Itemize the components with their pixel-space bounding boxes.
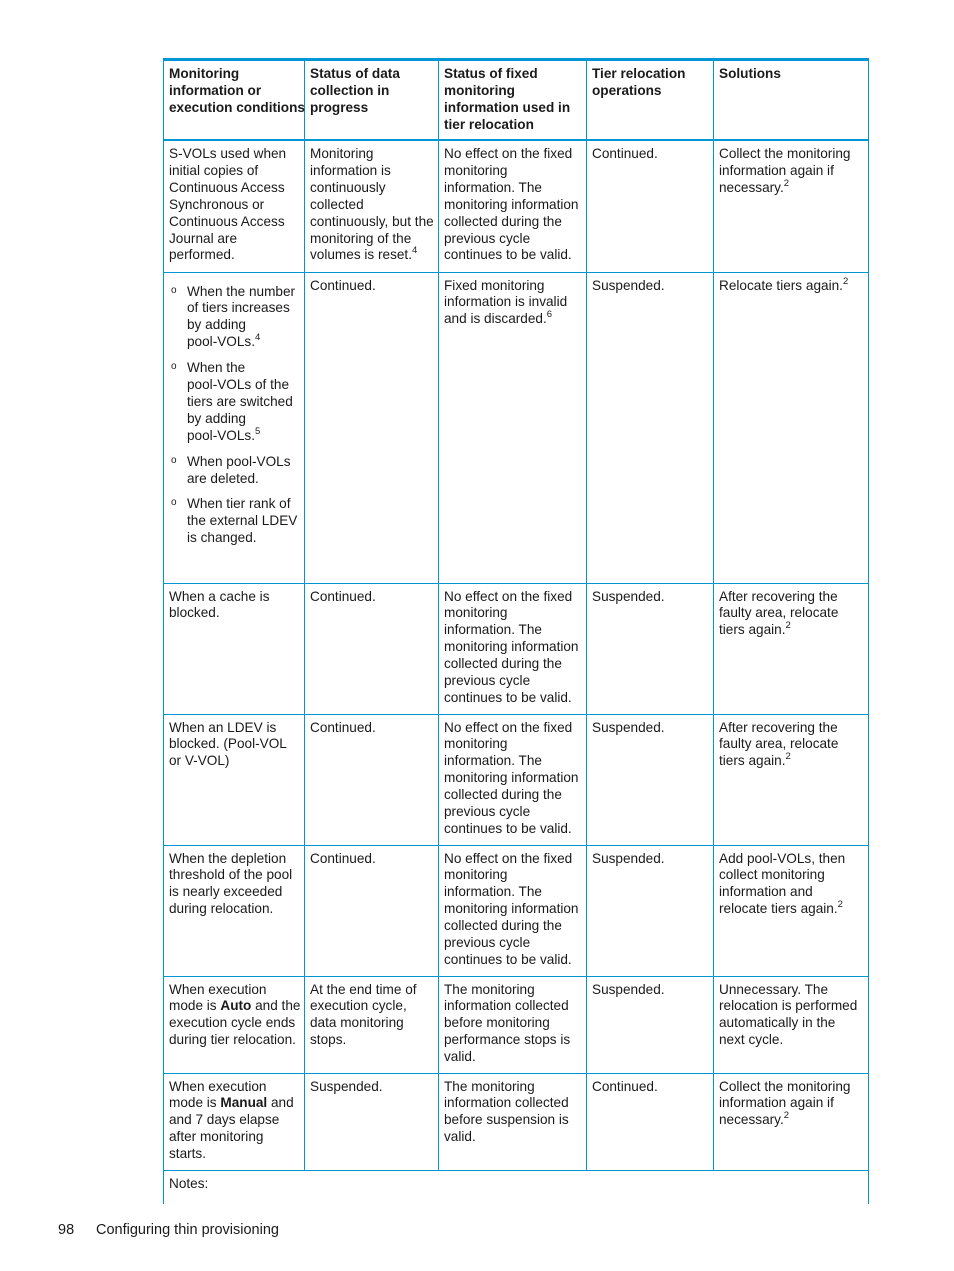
cell-line: information is invalid (444, 294, 568, 310)
cell-solution (714, 714, 869, 845)
cell-line: necessary.$^2$ (719, 177, 790, 195)
cell-line: information. The (444, 884, 542, 900)
cell-line: No effect on the fixed (444, 850, 573, 866)
cell-line: or V-VOL) (169, 753, 230, 769)
cell-line: collected during the (444, 787, 562, 803)
footnote-ref: 4 (255, 332, 261, 344)
cell-line: of tiers increases (187, 300, 290, 316)
cell-line (169, 998, 300, 1015)
cell-line: Suspended. (592, 981, 665, 997)
cell-line: information or (169, 82, 262, 98)
footnote-ref: 5 (255, 425, 261, 437)
cell-line: pool-VOLs.$^5$ (187, 425, 261, 443)
cell-line: continues to be valid. (444, 689, 572, 705)
cell-line: by adding (187, 317, 246, 333)
cell-line: monitoring information (444, 770, 579, 786)
conditions-table (163, 58, 869, 1204)
cell-line: monitoring of the (310, 230, 412, 246)
cell-line: monitoring (444, 605, 508, 621)
footnote-ref: 6 (546, 309, 553, 321)
cell-line: collect monitoring (719, 867, 825, 883)
cell-relocation-operations (587, 140, 714, 272)
cell-line: Status of fixed (444, 66, 538, 81)
cell-line: When an LDEV is (169, 719, 277, 735)
cell-line: valid. (444, 1129, 476, 1145)
cell-line: Continued. (310, 850, 376, 866)
cell-line: monitoring information (444, 196, 579, 212)
cell-line: before suspension is (444, 1112, 569, 1128)
header-tier-relocation-operations (587, 60, 714, 141)
cell-line: tiers again.$^2$ (719, 751, 791, 769)
footnote-ref: 4 (412, 245, 418, 257)
cell-line: Synchronous or (169, 196, 265, 212)
cell-line: continuously, but the (310, 213, 434, 229)
cell-line: Continued. (592, 146, 658, 161)
cell-solution (714, 583, 869, 714)
cell-text: and the (251, 998, 301, 1014)
cell-condition (164, 140, 305, 272)
cell-line: When execution (169, 1078, 267, 1094)
condition-bullet-list (169, 284, 300, 548)
cell-line: continues to be valid. (444, 951, 572, 967)
cell-text: mode is (169, 998, 221, 1014)
header-monitoring-conditions (164, 60, 305, 141)
cell-line: Collect the monitoring (719, 146, 851, 161)
cell-line: initial copies of (169, 162, 259, 178)
footnote-ref: 2 (842, 275, 849, 287)
cell-line: No effect on the fixed (444, 719, 573, 735)
cell-line: information again if (719, 1095, 834, 1111)
cell-line: Continuous Access (169, 213, 285, 229)
cell-line: necessary.$^2$ (719, 1110, 790, 1128)
cell-line: Monitoring (310, 146, 374, 161)
cell-line: information used in (444, 99, 571, 115)
cell-data-collection (305, 583, 439, 714)
cell-line: previous cycle (444, 804, 531, 820)
cell-fixed-monitoring (439, 583, 587, 714)
cell-line: monitoring (444, 82, 515, 98)
table-row (164, 1073, 869, 1170)
condition-bullet-item (169, 284, 300, 352)
cell-line: during tier relocation. (169, 1032, 296, 1048)
cell-line: When the depletion (169, 850, 287, 866)
cell-line: continuously (310, 179, 386, 195)
table-row (164, 976, 869, 1073)
cell-fixed-monitoring (439, 845, 587, 976)
cell-line: Journal are (169, 230, 238, 246)
cell-condition (164, 714, 305, 845)
cell-line: collected (310, 196, 364, 212)
cell-line: stops. (310, 1032, 347, 1048)
cell-line: The monitoring (444, 1078, 535, 1094)
mode-manual-label: Manual (220, 1095, 268, 1111)
cell-line: Status of data (310, 66, 400, 81)
cell-relocation-operations (587, 714, 714, 845)
table-row (164, 272, 869, 583)
condition-bullet-item (169, 360, 300, 445)
cell-line: Continued. (310, 588, 376, 604)
cell-line: When execution (169, 981, 267, 997)
cell-line: volumes is reset.$^4$ (310, 245, 418, 263)
cell-line: automatically in the (719, 1015, 836, 1031)
cell-line: Continuous Access (169, 179, 285, 195)
cell-line: operations (592, 82, 662, 98)
cell-line: Suspended. (592, 588, 665, 604)
cell-line: during relocation. (169, 901, 274, 917)
cell-condition (164, 1073, 305, 1170)
cell-line: relocation is performed (719, 998, 858, 1014)
cell-data-collection (305, 714, 439, 845)
cell-line: No effect on the fixed (444, 588, 573, 604)
cell-data-collection (305, 1073, 439, 1170)
cell-condition (164, 845, 305, 976)
cell-line: execution cycle, (310, 998, 407, 1014)
cell-line: Suspended. (592, 277, 665, 293)
cell-line: collection in (310, 82, 390, 98)
cell-line: information collected (444, 998, 569, 1014)
cell-line: collected during the (444, 918, 562, 934)
cell-line: execution conditions (169, 99, 305, 115)
cell-line: Solutions (719, 66, 781, 81)
cell-line: previous cycle (444, 935, 531, 951)
cell-rest (169, 1015, 300, 1049)
cell-line: monitoring information (444, 901, 579, 917)
cell-line: tier relocation (444, 116, 534, 132)
cell-solution (714, 1073, 869, 1170)
cell-rest (169, 1112, 300, 1163)
cell-solution (714, 845, 869, 976)
cell-relocation-operations (587, 845, 714, 976)
table-row (164, 583, 869, 714)
cell-solution (714, 976, 869, 1073)
cell-line: blocked. (169, 605, 220, 621)
notes-row (164, 1170, 869, 1204)
cell-condition (164, 583, 305, 714)
table-row (164, 140, 869, 272)
cell-line: performed. (169, 247, 235, 263)
cell-line: Relocate tiers again.$^2$ (719, 275, 849, 293)
cell-fixed-monitoring (439, 272, 587, 583)
footnote-ref: 2 (783, 177, 790, 189)
cell-line: Monitoring (169, 66, 240, 81)
cell-relocation-operations (587, 976, 714, 1073)
hollow-bullet-icon: o (171, 454, 177, 466)
page-footer (58, 1222, 279, 1238)
cell-line (169, 1095, 300, 1112)
cell-line: starts. (169, 1146, 207, 1162)
hollow-bullet-icon: o (171, 497, 177, 509)
cell-line: Suspended. (592, 719, 665, 735)
cell-line: The monitoring (444, 981, 535, 997)
cell-line: When tier rank of (187, 496, 291, 512)
cell-line: is changed. (187, 530, 257, 546)
cell-line: When a cache is (169, 588, 270, 604)
cell-relocation-operations (587, 583, 714, 714)
cell-line: tiers are switched (187, 393, 293, 409)
cell-line: and 7 days elapse (169, 1112, 280, 1128)
cell-text: mode is (169, 1095, 221, 1111)
cell-line: information is (310, 162, 391, 178)
hollow-bullet-icon: o (171, 361, 177, 373)
cell-fixed-monitoring (439, 1073, 587, 1170)
cell-line: monitoring information (444, 639, 579, 655)
cell-line: information. The (444, 179, 542, 195)
cell-line: collected during the (444, 656, 562, 672)
condition-bullet-item (169, 496, 300, 547)
cell-line: is nearly exceeded (169, 884, 283, 900)
cell-line: Suspended. (592, 850, 665, 866)
section-title: Configuring thin provisioning (96, 1222, 279, 1238)
cell-line: data monitoring (310, 1015, 404, 1031)
cell-line: by adding (187, 410, 246, 426)
cell-data-collection (305, 272, 439, 583)
cell-line: When pool-VOLs (187, 453, 291, 469)
cell-line: information collected (444, 1095, 569, 1111)
header-fixed-monitoring-status (439, 60, 587, 141)
cell-line: No effect on the fixed (444, 146, 573, 161)
cell-line: After recovering the (719, 588, 838, 604)
cell-fixed-monitoring (439, 976, 587, 1073)
cell-data-collection (305, 976, 439, 1073)
cell-relocation-operations (587, 1073, 714, 1170)
cell-line: pool-VOLs of the (187, 377, 290, 393)
footnote-ref: 2 (837, 899, 843, 911)
cell-line: after monitoring (169, 1129, 264, 1145)
header-solutions (714, 60, 869, 141)
cell-line: information and (719, 884, 813, 900)
cell-line: Add pool-VOLs, then (719, 850, 846, 866)
cell-line: Tier relocation (592, 66, 686, 81)
cell-line: and is discarded.$^6$ (444, 309, 553, 327)
cell-line: previous cycle (444, 673, 531, 689)
cell-line: collected during the (444, 213, 562, 229)
cell-line: pool-VOLs.$^4$ (187, 332, 261, 350)
cell-line: At the end time of (310, 981, 417, 997)
cell-line: monitoring (444, 736, 508, 752)
table-row (164, 714, 869, 845)
cell-condition (164, 976, 305, 1073)
cell-fixed-monitoring (439, 140, 587, 272)
cell-line: continues to be valid. (444, 247, 572, 263)
cell-line: execution cycle ends (169, 1015, 296, 1031)
table-row (164, 845, 869, 976)
cell-line: information. The (444, 753, 542, 769)
cell-line: Suspended. (310, 1078, 383, 1094)
condition-bullet-item (169, 454, 300, 488)
cell-line: Unnecessary. The (719, 981, 829, 997)
footnote-ref: 2 (783, 1110, 790, 1122)
hollow-bullet-icon: o (171, 284, 177, 296)
cell-solution (714, 140, 869, 272)
footnote-ref: 2 (785, 751, 791, 763)
cell-text: and (267, 1095, 294, 1111)
footnote-ref: 2 (785, 620, 791, 632)
cell-line: monitoring (444, 162, 508, 178)
cell-line: valid. (444, 1049, 476, 1065)
cell-data-collection (305, 845, 439, 976)
cell-line: blocked. (Pool-VOL (169, 736, 287, 752)
cell-line: Fixed monitoring (444, 277, 545, 293)
cell-line: tiers again.$^2$ (719, 620, 791, 638)
cell-line: are deleted. (187, 470, 259, 486)
cell-line: continues to be valid. (444, 820, 572, 836)
mode-auto-label: Auto (220, 998, 252, 1014)
cell-line: S-VOLs used when (169, 146, 287, 161)
cell-line: information. The (444, 622, 542, 638)
cell-condition-bullets (164, 272, 305, 583)
cell-line: relocate tiers again.$^2$ (719, 899, 843, 917)
cell-line: performance stops is (444, 1032, 571, 1048)
cell-line: Collect the monitoring (719, 1078, 851, 1094)
cell-line: faulty area, relocate (719, 605, 839, 621)
cell-data-collection (305, 140, 439, 272)
cell-line: When the (187, 360, 246, 376)
cell-line: monitoring (444, 867, 508, 883)
cell-solution (714, 272, 869, 583)
cell-line: Continued. (592, 1078, 658, 1094)
cell-line: Continued. (310, 719, 376, 735)
page-number: 98 (58, 1222, 75, 1238)
cell-line: previous cycle (444, 230, 531, 246)
cell-relocation-operations (587, 272, 714, 583)
cell-line: the external LDEV (187, 513, 298, 529)
cell-line: When the number (187, 283, 296, 299)
cell-line: information again if (719, 162, 834, 178)
cell-line: next cycle. (719, 1032, 784, 1048)
table-header-row (164, 60, 869, 141)
header-data-collection-status (305, 60, 439, 141)
cell-line: progress (310, 99, 369, 115)
cell-fixed-monitoring (439, 714, 587, 845)
cell-line: Continued. (310, 277, 376, 293)
cell-line: before monitoring (444, 1015, 550, 1031)
notes-label: Notes: (164, 1170, 869, 1204)
cell-line: faulty area, relocate (719, 736, 839, 752)
cell-line: After recovering the (719, 719, 838, 735)
cell-line: threshold of the pool (169, 867, 293, 883)
